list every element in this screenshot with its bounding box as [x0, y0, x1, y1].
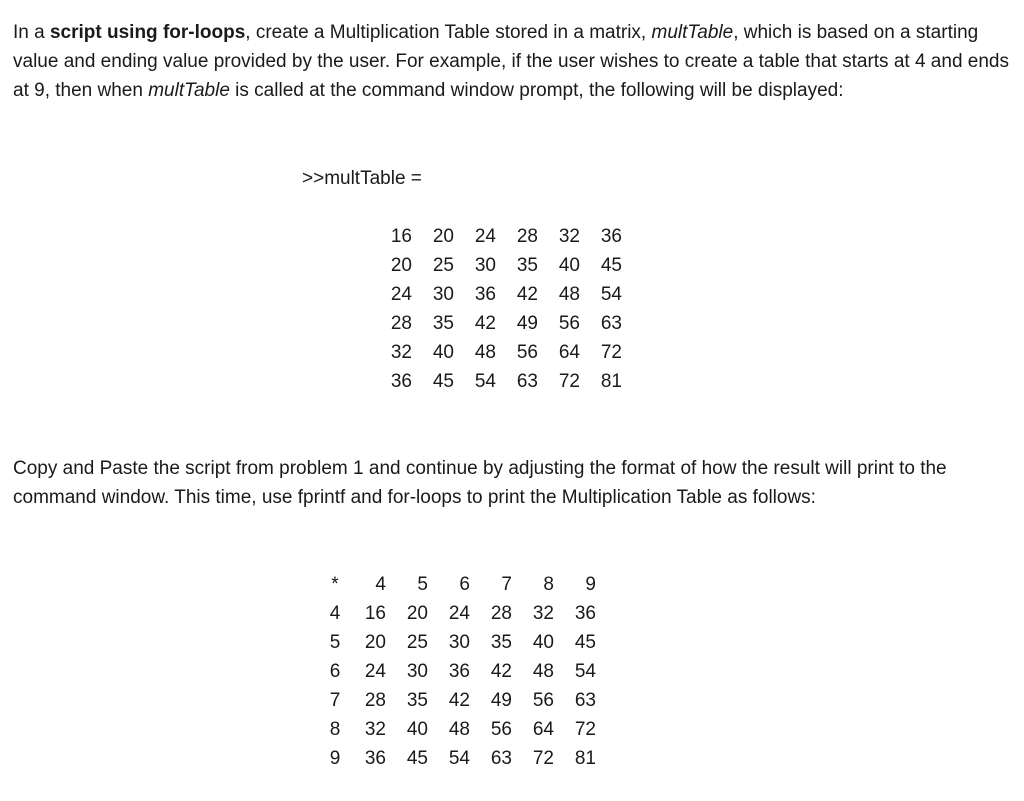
table-row [326, 686, 596, 715]
row-header: 6 [329, 661, 341, 682]
table-cell: 32 [532, 603, 554, 624]
column-header: 5 [417, 574, 428, 595]
table-cell: 28 [490, 603, 512, 624]
table-row [370, 222, 622, 251]
table-cell: 49 [516, 313, 538, 334]
table-cell: 16 [364, 603, 386, 624]
table-cell: 32 [390, 342, 412, 363]
table-row [370, 367, 622, 396]
table-cell: 49 [490, 690, 512, 711]
column-header: 8 [543, 574, 554, 595]
column-header: 7 [501, 574, 512, 595]
table-cell: 36 [600, 226, 622, 247]
table-cell: 48 [474, 342, 496, 363]
table-cell: 24 [390, 284, 412, 305]
table-row [370, 338, 622, 367]
table-cell: 40 [432, 342, 454, 363]
table-cell: 40 [558, 255, 580, 276]
table-cell: 45 [406, 748, 428, 769]
table-row [326, 599, 596, 628]
table-cell: 40 [532, 632, 554, 653]
table-cell: 32 [558, 226, 580, 247]
table-cell: 63 [574, 690, 596, 711]
table-cell: 64 [532, 719, 554, 740]
table-cell: 42 [516, 284, 538, 305]
table-cell: 30 [432, 284, 454, 305]
p1-italic-variable-2: multTable [148, 80, 230, 101]
mult-table-matrix [370, 222, 622, 396]
table-cell: 20 [390, 255, 412, 276]
table-cell: 48 [448, 719, 470, 740]
table-cell: 64 [558, 342, 580, 363]
table-cell: 25 [432, 255, 454, 276]
table-cell: 28 [364, 690, 386, 711]
row-header: 7 [329, 690, 341, 711]
row-header: 9 [329, 748, 341, 769]
table-cell: 30 [406, 661, 428, 682]
row-header: 8 [329, 719, 341, 740]
table-cell: 36 [390, 371, 412, 392]
table-cell: 24 [448, 603, 470, 624]
p1-bold-phrase: script using for-loops [49, 22, 246, 43]
table-row [326, 715, 596, 744]
table-row [370, 309, 622, 338]
table-cell: 36 [574, 603, 596, 624]
table-cell: 30 [474, 255, 496, 276]
table-cell: 42 [448, 690, 470, 711]
table-cell: 81 [600, 371, 622, 392]
table-cell: 32 [364, 719, 386, 740]
table-cell: 42 [474, 313, 496, 334]
problem-1-instructions [13, 18, 1013, 105]
table-cell: 72 [558, 371, 580, 392]
table-cell: 56 [558, 313, 580, 334]
table-row [326, 657, 596, 686]
p1-text-2: , create a Multiplication Table stored in a matrix, [245, 22, 652, 43]
table-cell: 36 [364, 748, 386, 769]
table-cell: 72 [574, 719, 596, 740]
table-cell: 35 [432, 313, 454, 334]
table-cell: 63 [490, 748, 512, 769]
table-row [370, 280, 622, 309]
table-cell: 63 [516, 371, 538, 392]
table-cell: 20 [364, 632, 386, 653]
table-cell: 63 [600, 313, 622, 334]
table-cell: 42 [490, 661, 512, 682]
table-cell: 54 [448, 748, 470, 769]
corner-asterisk: * [331, 574, 339, 595]
table-cell: 54 [474, 371, 496, 392]
table-cell: 56 [516, 342, 538, 363]
table-cell: 45 [574, 632, 596, 653]
row-header: 4 [329, 603, 341, 624]
table-cell: 56 [490, 719, 512, 740]
table-cell: 24 [474, 226, 496, 247]
table-cell: 56 [532, 690, 554, 711]
column-header: 9 [585, 574, 596, 595]
table-cell: 48 [558, 284, 580, 305]
table-cell: 24 [364, 661, 386, 682]
table-cell: 35 [516, 255, 538, 276]
table-cell: 20 [432, 226, 454, 247]
table-cell: 35 [490, 632, 512, 653]
p1-text-1: In a [13, 22, 50, 43]
table-cell: 54 [600, 284, 622, 305]
column-header: 6 [459, 574, 470, 595]
table-row [370, 251, 622, 280]
table-cell: 36 [474, 284, 496, 305]
table-cell: 30 [448, 632, 470, 653]
table-row [326, 628, 596, 657]
table-cell: 45 [600, 255, 622, 276]
table-cell: 28 [516, 226, 538, 247]
table-cell: 28 [390, 313, 412, 334]
table-cell: 72 [600, 342, 622, 363]
row-header: 5 [329, 632, 341, 653]
table-cell: 36 [448, 661, 470, 682]
table-cell: 40 [406, 719, 428, 740]
header-row [326, 570, 596, 599]
problem-2-instructions: Copy and Paste the script from problem 1 and continue by adjusting the format of how the result will print to the command window. This time, use fprintf and for-loops to print the Multiplication Table as follows: [13, 458, 947, 508]
p1-text-3: , which is based on a starting value and ending value provided by the user. For example, if the user wishes to create a table that starts at 4 and ends at 9, then when [13, 22, 1009, 101]
table-cell: 81 [574, 748, 596, 769]
p1-text-4: is called at the command window prompt, the following will be displayed: [229, 80, 844, 101]
table-cell: 35 [406, 690, 428, 711]
table-cell: 72 [532, 748, 554, 769]
table-cell: 45 [432, 371, 454, 392]
table-cell: 20 [406, 603, 428, 624]
table-row [326, 744, 596, 773]
table-cell: 48 [532, 661, 554, 682]
p1-italic-variable-1: multTable [651, 22, 734, 43]
table-cell: 54 [574, 661, 596, 682]
fprintf-mult-table [326, 570, 596, 773]
command-prompt-line: >>multTable = [302, 168, 422, 189]
table-cell: 25 [406, 632, 428, 653]
table-cell: 16 [390, 226, 412, 247]
column-header: 4 [375, 574, 386, 595]
